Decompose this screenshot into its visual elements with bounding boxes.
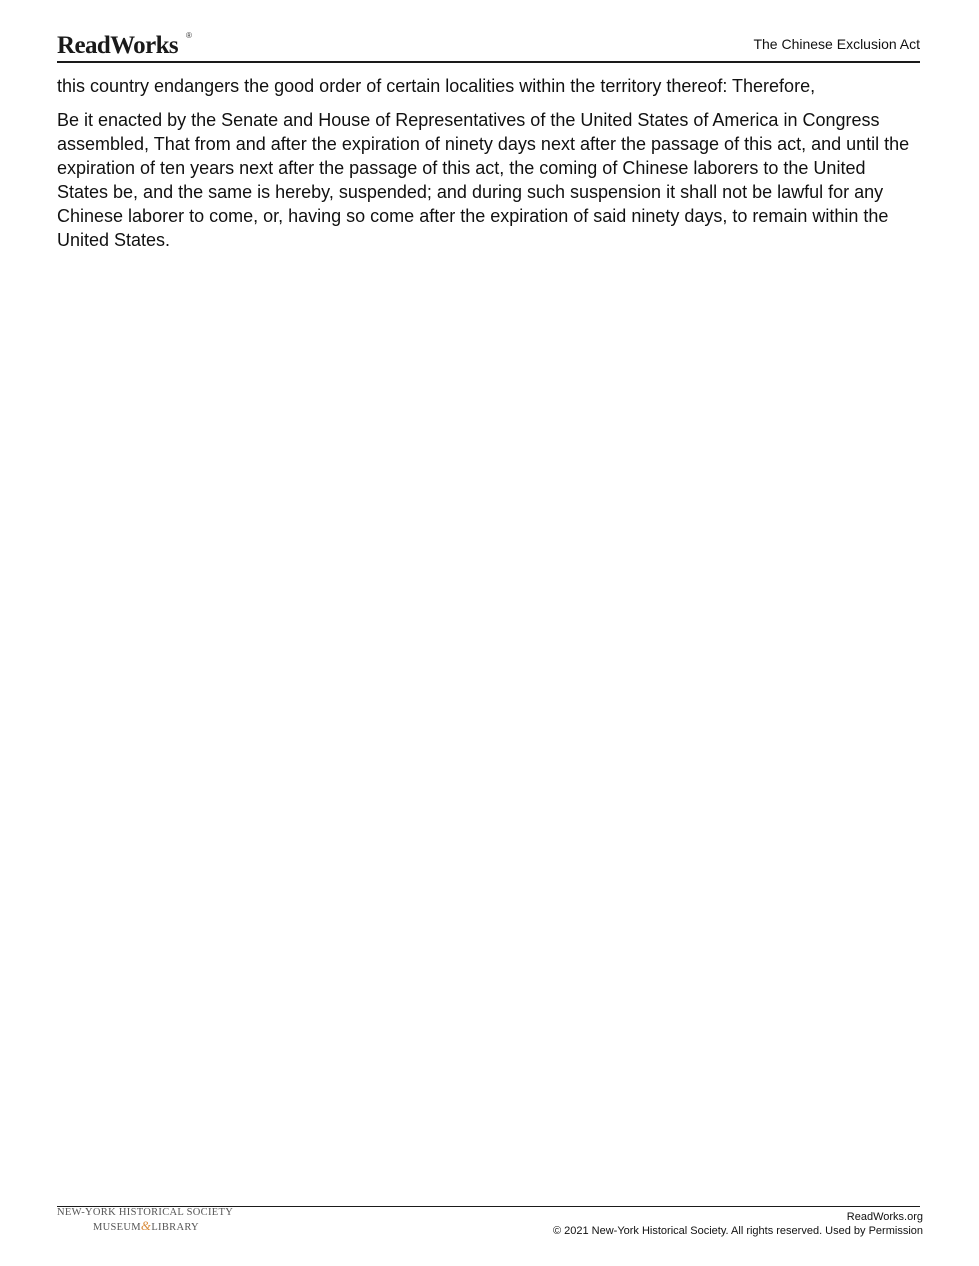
footer-credits (553, 1210, 923, 1238)
document-title: The Chinese Exclusion Act (753, 36, 920, 52)
page-header (57, 30, 920, 63)
nyhs-logo (57, 1207, 247, 1235)
nyhs-logo-ampersand: & (140, 1218, 152, 1233)
nyhs-logo-line2 (57, 1219, 247, 1235)
nyhs-logo-museum: MUSEUM (93, 1222, 141, 1233)
footer-copyright: © 2021 New-York Historical Society. All rights reserved. Used by Permission (552, 1225, 923, 1237)
readworks-logo-text: ReadWorks (57, 32, 179, 59)
nyhs-logo-line1: NEW-YORK HISTORICAL SOCIETY (57, 1207, 234, 1218)
readworks-logo (57, 33, 178, 59)
nyhs-logo-library: LIBRARY (151, 1222, 199, 1233)
document-body (57, 74, 919, 262)
footer-site: ReadWorks.org (846, 1211, 923, 1223)
registered-mark: ® (186, 31, 192, 40)
paragraph: Be it enacted by the Senate and House of Representatives of the United States of America in Congress assembled, That from and after the expiration of ninety days next after the passage of this act, and until the expiration of ten years next after the passage of this act, the coming of Chinese laborers to the United States be, and the same is hereby, suspended; and during such suspension it shall not be lawful for any Chinese laborer to come, or, having so come after the expiration of said ninety days, to remain within the United States. (57, 110, 910, 250)
paragraph: this country endangers the good order of certain localities within the territory thereof: Therefore, (57, 76, 816, 96)
